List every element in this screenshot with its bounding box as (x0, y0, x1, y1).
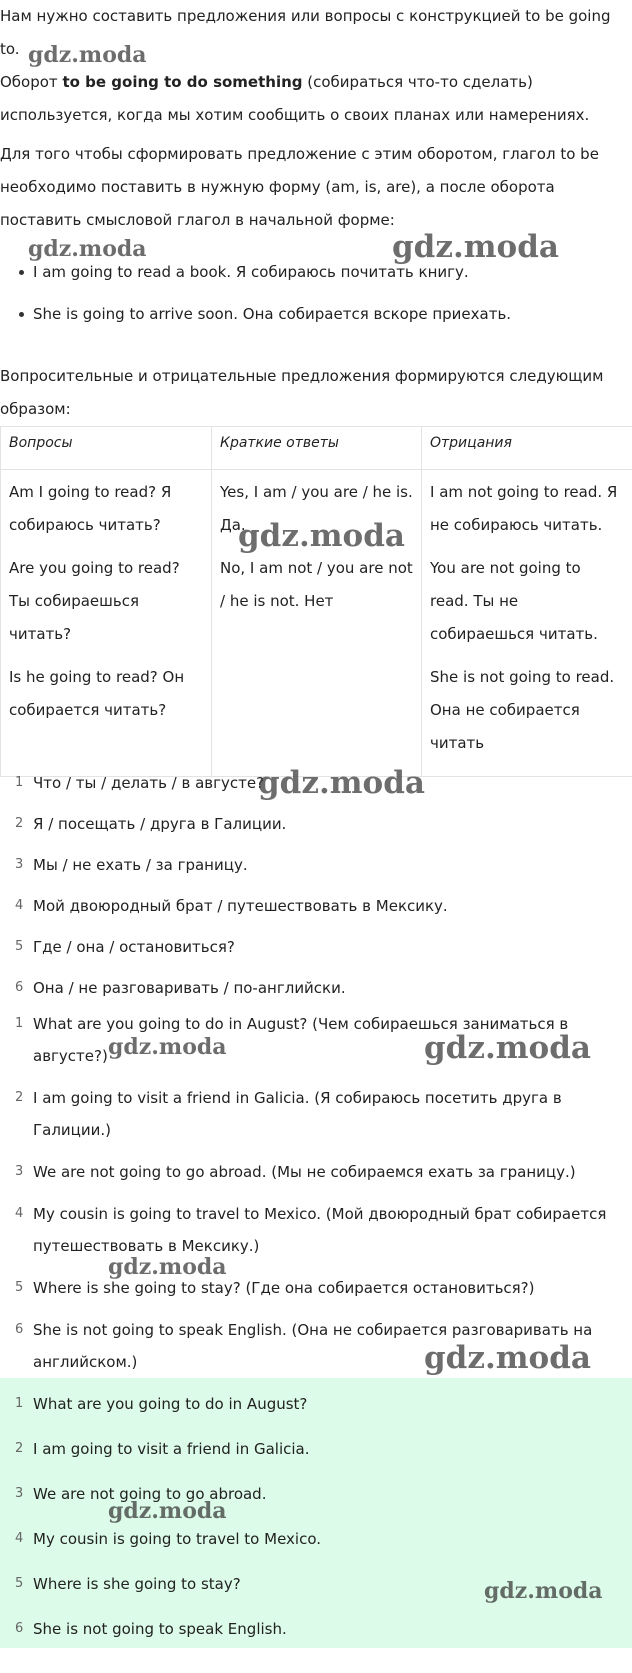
item-text: Мой двоюродный брат / путешествовать в Мексику. (33, 897, 448, 915)
watermark: gdz.moda (392, 229, 559, 265)
item-number: 6 (15, 1621, 24, 1636)
rule-prefix: Оборот (0, 73, 63, 91)
list-item (0, 1156, 632, 1188)
watermark: gdz.moda (28, 236, 147, 262)
cell-text: Is he going to read? Он собирается читать? (9, 668, 185, 719)
list-item (0, 936, 632, 977)
list-item (0, 1482, 632, 1527)
bullet-icon (19, 270, 24, 275)
item-number: 3 (15, 857, 24, 872)
list-item (0, 895, 632, 936)
watermark: gdz.moda (424, 1340, 591, 1376)
item-number: 6 (15, 980, 24, 995)
item-number: 1 (15, 1396, 24, 1411)
item-number: 1 (15, 1016, 24, 1031)
item-text: Что / ты / делать / в августе? (33, 774, 265, 792)
watermark: gdz.moda (258, 765, 425, 801)
item-number: 5 (15, 1280, 24, 1295)
question-intro-text: Вопросительные и отрицательные предложения формируются следующим образом: (0, 367, 604, 418)
item-number: 4 (15, 898, 24, 913)
list-item (0, 302, 620, 344)
list-item (0, 1082, 632, 1146)
column-header: Вопросы (1, 427, 212, 470)
rule-suffix: (собираться что-то сделать) используется, когда мы хотим сообщить о своих планах или намерениях. (0, 73, 590, 124)
intro-text: Нам нужно составить предложения или вопросы с конструкцией to be going to. (0, 7, 611, 58)
item-text: I am going to visit a friend in Galicia. (Я собираюсь посетить друга в Галиции.) (33, 1089, 562, 1139)
item-text: Where is she going to stay? (Где она собирается остановиться?) (33, 1279, 535, 1297)
examples-list (0, 260, 620, 344)
item-number: 4 (15, 1531, 24, 1546)
watermark: gdz.moda (424, 1030, 591, 1066)
list-item (0, 813, 632, 854)
item-text: What are you going to do in August? (33, 1395, 308, 1413)
item-text: Где / она / остановиться? (33, 938, 235, 956)
question-intro (0, 360, 620, 426)
item-text: She is not going to speak English. (33, 1620, 287, 1638)
short-answers-box (0, 1378, 632, 1648)
item-number: 3 (15, 1486, 24, 1501)
answers-cell (212, 470, 422, 777)
forms-table (0, 426, 632, 777)
item-text: Мы / не ехать / за границу. (33, 856, 248, 874)
item-text: Where is she going to stay? (33, 1575, 241, 1593)
list-item (0, 1272, 632, 1304)
item-number: 1 (15, 775, 24, 790)
example-text: She is going to arrive soon. Она собирается вскоре приехать. (33, 305, 512, 323)
item-number: 4 (15, 1206, 24, 1221)
watermark: gdz.moda (108, 1254, 227, 1280)
short-answers-list (0, 1392, 632, 1662)
table-row (1, 470, 632, 777)
cell-text: No, I am not / you are not / he is not. Нет (220, 559, 413, 610)
item-number: 2 (15, 816, 24, 831)
item-text: I am going to visit a friend in Galicia. (33, 1440, 310, 1458)
list-item (0, 1437, 632, 1482)
form-paragraph (0, 138, 620, 237)
item-number: 3 (15, 1164, 24, 1179)
cell-text: You are not going to read. Ты не собираешься читать. (430, 559, 598, 643)
item-text: Я / посещать / друга в Галиции. (33, 815, 287, 833)
list-item (0, 854, 632, 895)
item-number: 5 (15, 1576, 24, 1591)
cell-text: Are you going to read? Ты собираешься читать? (9, 559, 180, 643)
bullet-icon (19, 312, 24, 317)
watermark: gdz.moda (108, 1034, 227, 1060)
item-text: She is not going to speak English. (Она не собирается разговаривать на английском.) (33, 1321, 593, 1371)
cell-text: She is not going to read. Она не собирается читать (430, 668, 615, 752)
item-text: What are you going to do in August? (Чем собираешься заниматься в августе?) (33, 1015, 569, 1065)
rule-bold: to be going to do something (62, 73, 303, 91)
watermark: gdz.moda (28, 42, 147, 68)
list-item (0, 1617, 632, 1662)
form-text: Для того чтобы сформировать предложение с этим оборотом, глагол to be необходимо поставить в нужную форму (am, is, are), а после оборота поставить смысловой глагол в начальной форме: (0, 145, 599, 229)
example-text: I am going to read a book. Я собираюсь почитать книгу. (33, 263, 469, 281)
questions-cell (1, 470, 212, 777)
item-text: Она / не разговаривать / по-английски. (33, 979, 346, 997)
item-text: My cousin is going to travel to Mexico. (33, 1530, 322, 1548)
cell-text: Am I going to read? Я собираюсь читать? (9, 483, 172, 534)
list-item (0, 1198, 632, 1262)
watermark: gdz.moda (108, 1498, 227, 1524)
list-item (0, 260, 620, 302)
item-number: 2 (15, 1090, 24, 1105)
watermark: gdz.moda (238, 518, 405, 554)
list-item (0, 1527, 632, 1572)
table-header-row (1, 427, 632, 470)
item-text: My cousin is going to travel to Mexico. (Мой двоюродный брат собирается путешествовать в Мексику.) (33, 1205, 607, 1255)
rule-paragraph (0, 66, 620, 132)
column-header: Отрицания (422, 427, 632, 470)
negations-cell (422, 470, 632, 777)
tasks-list (0, 772, 632, 1018)
item-number: 5 (15, 939, 24, 954)
list-item (0, 1392, 632, 1437)
item-text: We are not going to go abroad. (Мы не собираемся ехать за границу.) (33, 1163, 576, 1181)
item-number: 2 (15, 1441, 24, 1456)
item-number: 6 (15, 1322, 24, 1337)
item-text: We are not going to go abroad. (33, 1485, 267, 1503)
watermark: gdz.moda (484, 1578, 603, 1604)
column-header: Краткие ответы (212, 427, 422, 470)
cell-text: Yes, I am / you are / he is. Да. (220, 483, 413, 534)
cell-text: I am not going to read. Я не собираюсь читать. (430, 483, 618, 534)
